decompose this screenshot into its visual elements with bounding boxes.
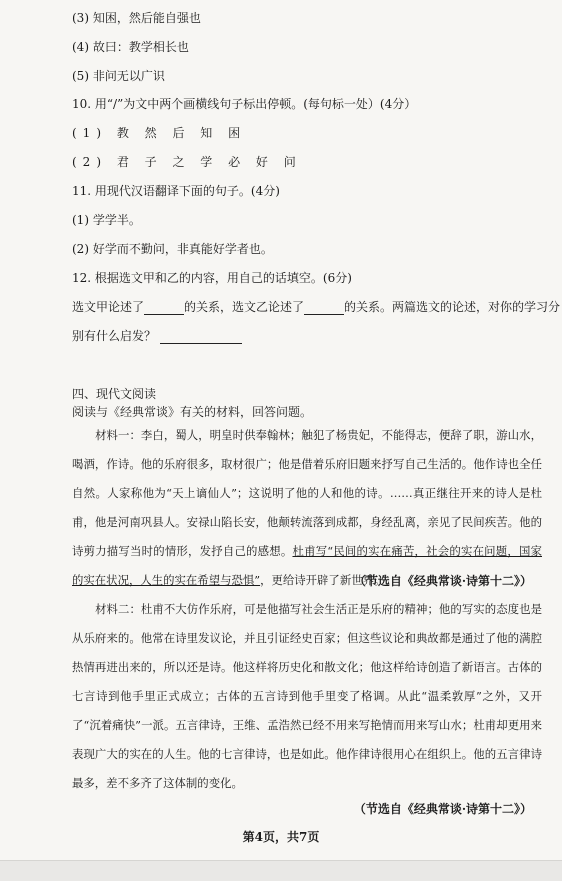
q9-item-4: (4) 故曰：教学相长也 (72, 40, 189, 54)
material-2-text: 材料二：杜甫不大仿作乐府，可是他描写社会生活正是乐府的精神；他的写实的态度也是从乐府来的。他常在诗里发议论，并且引证经史百家；但这些议论和典故都是通过了他的满腔热情再进出来的，所以还是诗。他这样将历史化和散文化；他这样给诗创造了新语言。古体的七言诗到他手里正式成立；古体的五言诗到他手里变了格调。从此“温柔敦厚”之外，又开了“沉着痛快”一派。五言律诗，王维、孟浩然已经不用来写艳情而用来写山水；杜甫却更用来表现广大的实在的人生。他的七言律诗，也是如此。他作律诗很用心在组织上。他的五言律诗最多，差不多齐了这体制的变化。 (72, 602, 542, 790)
material-1-paragraph (72, 421, 542, 595)
material-1-underlined: 杜甫写“民间的实在痛苦，社会的实在问题，国家的实在状况，人生的实在希望与恐惧” (72, 544, 542, 587)
page-number: 第4页，共7页 (242, 830, 320, 844)
q12-text-b: 的关系，选文乙论述了 (184, 300, 305, 314)
question-12-fill-line-2 (72, 328, 242, 344)
material-1-source: （节选自《经典常谈·诗第十二》） (353, 574, 532, 588)
q12-text-c: 的关系。两篇选文的论述，对你的学习分 (344, 300, 561, 314)
material-1-ending: ，更给诗开辟了新世界。 (260, 573, 386, 587)
material-2-paragraph (72, 595, 542, 798)
material-1-text: 材料一：李白，蜀人，明皇时供奉翰林；触犯了杨贵妃，不能得志，便辞了职，游山水，喝酒，作诗。他的乐府很多，取材很广；他是借着乐府旧题来抒写自己生活的。他作诗也全任自然。人家称他为“天上谪仙人”；这说明了他的人和他的诗。……真正继往开来的诗人是杜甫，他是河南巩县人。安禄山陷长安，他颠转流落到成都，身经乱离，亲见了民间疾苦。他的诗剪力描写当时的情形，发抒自己的感想。 (72, 428, 542, 558)
question-10-sentence-2: (2) 君 子 之 学 必 好 问 (72, 155, 302, 169)
section-4-heading: 四、现代文阅读 (72, 387, 157, 401)
scan-bottom-edge (0, 860, 562, 881)
answer-blank-3[interactable] (160, 331, 242, 344)
question-10-prompt: 10. 用“/”为文中两个画横线句子标出停顿。(每句标一处）(4分） (72, 97, 417, 111)
q9-item-3: (3) 知困，然后能自强也 (72, 11, 201, 25)
section-4-intro: 阅读与《经典常谈》有关的材料，回答问题。 (72, 405, 313, 419)
q12-text-a: 选文甲论述了 (72, 300, 145, 314)
question-11-sentence-1: (1) 学学半。 (72, 213, 141, 227)
q9-item-5: (5) 非问无以广识 (72, 69, 165, 83)
question-11-sentence-2: (2) 好学而不勤问，非真能好学者也。 (72, 242, 273, 256)
answer-blank-1[interactable] (144, 302, 184, 315)
material-2-source: （节选自《经典常谈·诗第十二》） (353, 802, 532, 816)
question-12-prompt: 12. 根据选文甲和乙的内容，用自己的话填空。(6分) (72, 271, 352, 285)
question-11-prompt: 11. 用现代汉语翻译下面的句子。(4分) (72, 184, 280, 198)
q12-text-d: 别有什么启发？ (72, 329, 157, 343)
answer-blank-2[interactable] (304, 302, 344, 315)
question-12-fill-line-1 (72, 299, 560, 315)
question-10-sentence-1: (1) 教 然 后 知 困 (72, 126, 247, 140)
